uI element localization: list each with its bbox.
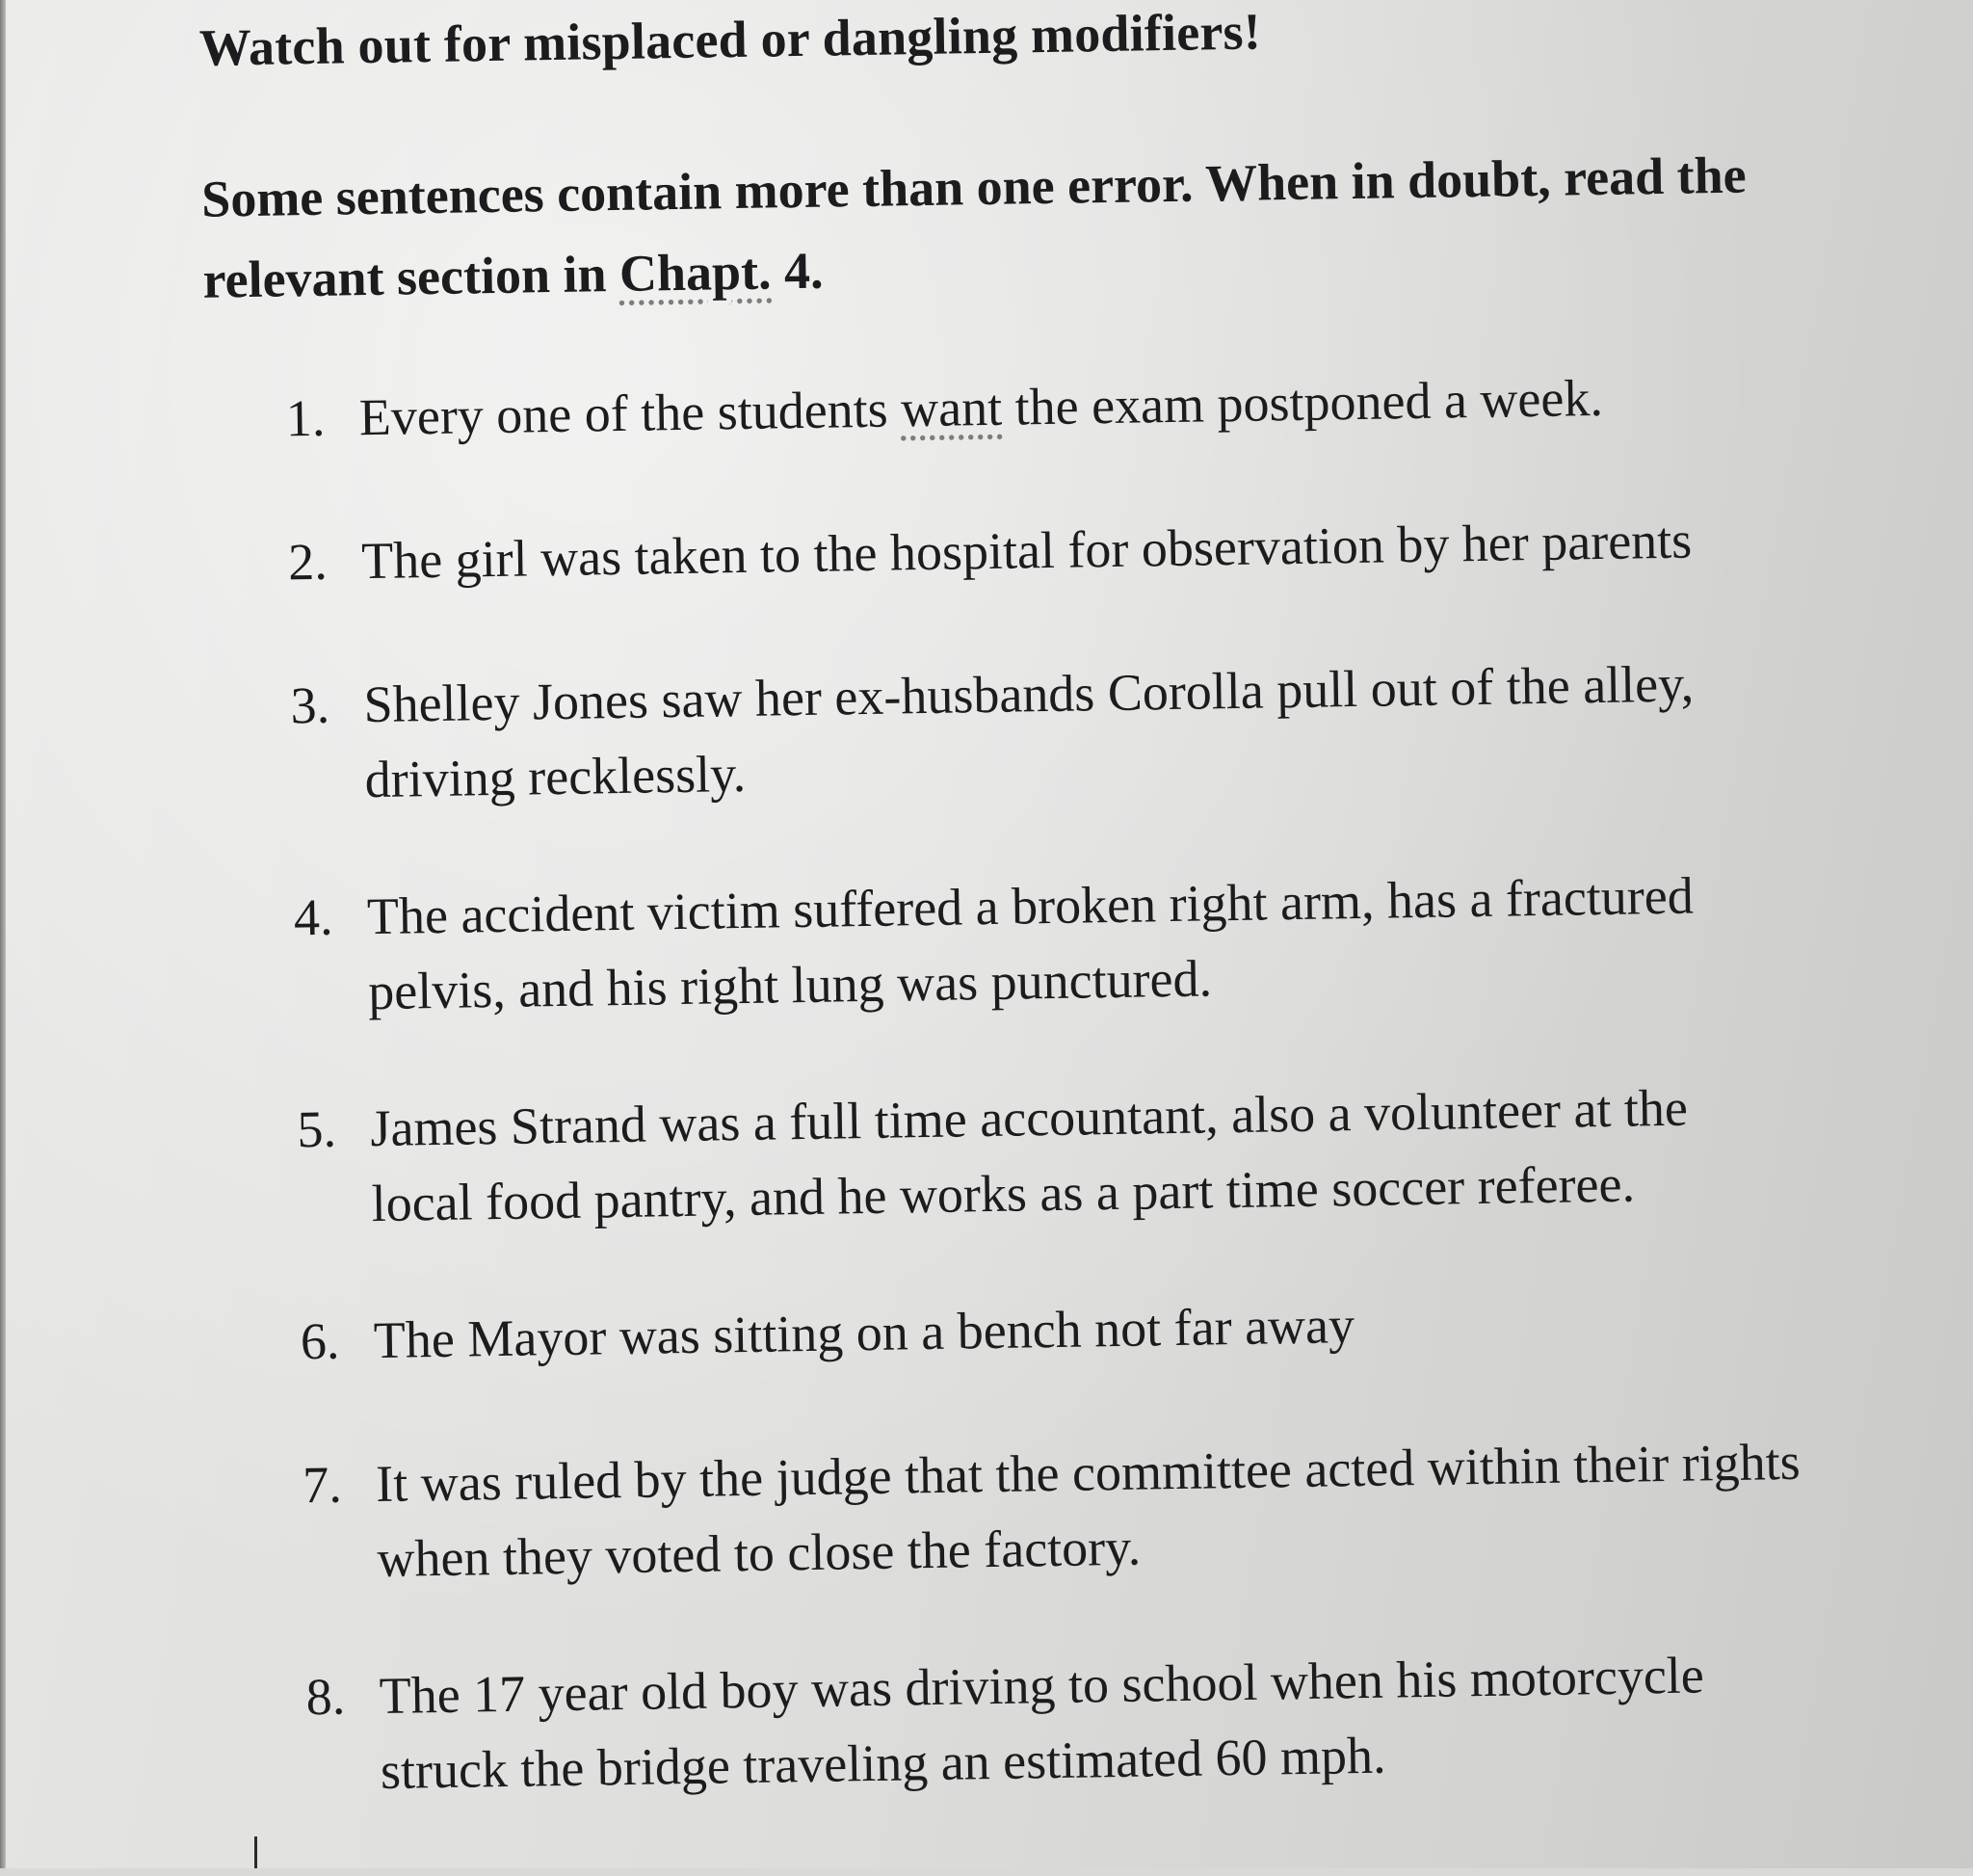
sentence-item-4 [293, 857, 1798, 1030]
sentence-number: 3. [290, 675, 330, 735]
sentence-text: The 17 year old boy was driving to school when his motorcycle struck the bridge traveling an estimated 60 mph. [379, 1646, 1705, 1801]
sentence-list [285, 357, 1811, 1871]
sentence-text: The accident victim suffered a broken right arm, has a fractured pelvis, and his right lung was punctured. [366, 866, 1695, 1021]
sentence-text-part: the exam postponed a week. [1001, 368, 1604, 436]
sentence-text: The Mayor was sitting on a bench not far away [373, 1296, 1355, 1370]
sentence-number: 4. [293, 887, 333, 947]
sentence-item-1 [285, 357, 1789, 456]
sentence-item-3 [290, 645, 1795, 818]
sentence-text: James Strand was a full time accountant, also a volunteer at the local food pantry, and he works as a part time soccer referee. [369, 1078, 1689, 1233]
sentence-text: The girl was taken to the hospital for observation by her parents [360, 511, 1693, 591]
text-cursor [254, 1836, 257, 1868]
worksheet-heading: Watch out for misplaced or dangling modifiers! [198, 2, 1262, 77]
sentence-text-part: Every one of the students [358, 380, 902, 447]
grammar-flagged-word: want [900, 378, 1003, 438]
sentence-item-7 [303, 1424, 1807, 1598]
sentence-text: It was ruled by the judge that the committee acted within their rights when they voted to close the factory. [375, 1432, 1802, 1589]
sentence-item-6 [300, 1281, 1803, 1379]
sentence-item-8 [305, 1636, 1810, 1810]
sentence-number: 7. [302, 1455, 343, 1515]
instructions-text: Some sentences contain more than one error. When in doubt, read the relevant section in [200, 145, 1748, 309]
sentence-number: 2. [287, 532, 329, 592]
chapter-number: 4. [771, 241, 824, 301]
sentence-number: 5. [296, 1099, 337, 1159]
sentence-text [358, 369, 1603, 446]
sentence-number: 6. [300, 1311, 340, 1371]
sentence-number: 1. [285, 388, 326, 448]
sentence-text: Shelley Jones saw her ex-husbands Corolla pull out of the alley, driving recklessly. [363, 654, 1695, 809]
chapter-reference: Chapt. [618, 242, 772, 303]
sentence-number: 8. [305, 1667, 346, 1727]
instructions-paragraph [201, 133, 1860, 321]
sentence-item-2 [288, 501, 1792, 599]
sentence-item-5 [297, 1069, 1802, 1242]
